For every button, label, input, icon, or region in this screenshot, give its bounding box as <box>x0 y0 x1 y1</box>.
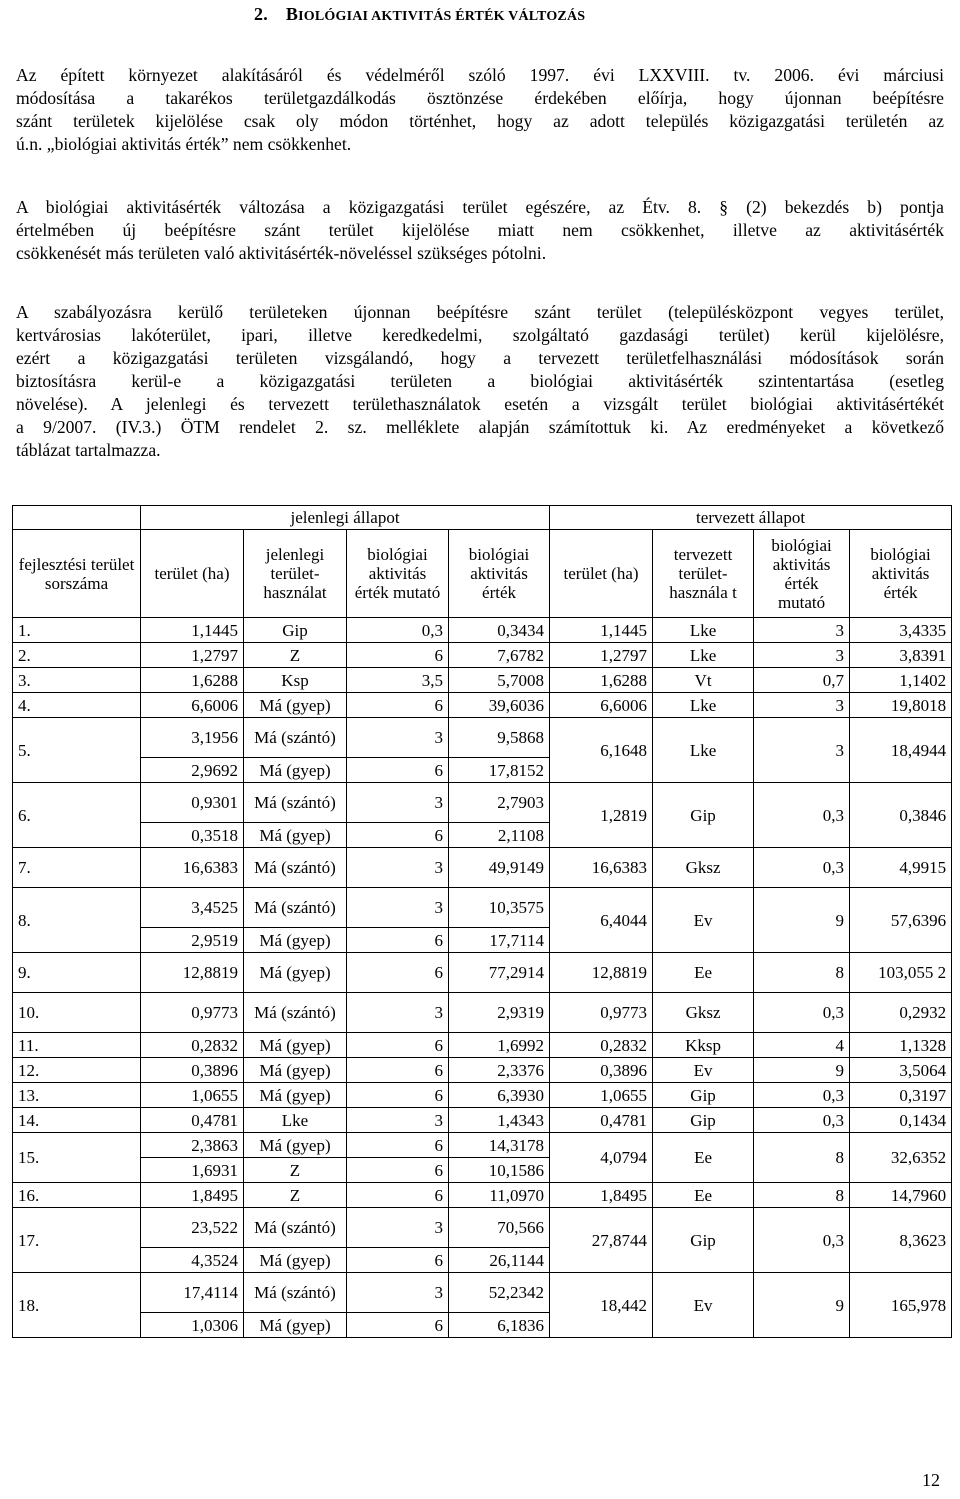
cell-index-planned: 8 <box>754 953 850 993</box>
cell-use-current: Lke <box>244 1108 347 1133</box>
cell-value-planned: 32,6352 <box>850 1133 952 1183</box>
cell-use-current: Z <box>244 1158 347 1183</box>
cell-value-planned: 0,2932 <box>850 993 952 1033</box>
cell-index-current: 3 <box>347 1108 449 1133</box>
cell-index-planned: 4 <box>754 1033 850 1058</box>
cell-number: 13. <box>13 1083 141 1108</box>
cell-value-planned: 3,5064 <box>850 1058 952 1083</box>
cell-area-planned: 0,3896 <box>550 1058 653 1083</box>
cell-area-current: 1,8495 <box>141 1183 244 1208</box>
table-row <box>13 888 952 928</box>
cell-value-current: 11,0970 <box>449 1183 550 1208</box>
paragraph-line: szánt területek kijelölése csak oly módon történhet, hogy az adott település közigazgatási területén az <box>16 111 944 131</box>
cell-area-current: 1,2797 <box>141 643 244 668</box>
cell-area-planned: 12,8819 <box>550 953 653 993</box>
heading-title-initial: B <box>285 4 299 24</box>
cell-index-planned: 9 <box>754 888 850 953</box>
cell-index-planned: 8 <box>754 1183 850 1208</box>
cell-index-current: 6 <box>347 1033 449 1058</box>
cell-use-current: Má (gyep) <box>244 953 347 993</box>
cell-index-current: 3 <box>347 718 449 758</box>
cell-value-current: 52,2342 <box>449 1273 550 1313</box>
cell-use-planned: Gip <box>653 783 754 848</box>
cell-area-current: 12,8819 <box>141 953 244 993</box>
table-row <box>13 618 952 643</box>
cell-use-current: Má (szántó) <box>244 1208 347 1248</box>
cell-area-planned: 6,6006 <box>550 693 653 718</box>
cell-value-planned: 1,1328 <box>850 1033 952 1058</box>
cell-use-current: Gip <box>244 618 347 643</box>
cell-area-planned: 0,2832 <box>550 1033 653 1058</box>
cell-use-planned: Ee <box>653 1133 754 1183</box>
cell-number: 2. <box>13 643 141 668</box>
cell-number: 4. <box>13 693 141 718</box>
cell-value-planned: 0,1434 <box>850 1108 952 1133</box>
cell-use-current: Z <box>244 1183 347 1208</box>
cell-use-planned: Lke <box>653 693 754 718</box>
cell-use-planned: Ev <box>653 1058 754 1083</box>
cell-value-current: 2,7903 <box>449 783 550 823</box>
cell-number: 18. <box>13 1273 141 1338</box>
cell-area-planned: 0,4781 <box>550 1108 653 1133</box>
cell-area-current: 3,1956 <box>141 718 244 758</box>
cell-index-current: 6 <box>347 1133 449 1158</box>
header-use-planned: tervezett terület-használa t <box>653 530 754 618</box>
cell-area-planned: 4,0794 <box>550 1133 653 1183</box>
paragraph-line: a 9/2007. (IV.3.) ÖTM rendelet 2. sz. melléklete alapján számítottuk ki. Az eredményeket a következő <box>16 417 944 437</box>
cell-area-current: 1,1445 <box>141 618 244 643</box>
cell-value-planned: 0,3197 <box>850 1083 952 1108</box>
cell-use-planned: Lke <box>653 643 754 668</box>
cell-value-current: 17,8152 <box>449 758 550 783</box>
cell-area-current: 2,9519 <box>141 928 244 953</box>
table-row <box>13 693 952 718</box>
header-group-planned: tervezett állapot <box>550 506 952 530</box>
cell-value-current: 6,3930 <box>449 1083 550 1108</box>
cell-value-current: 39,6036 <box>449 693 550 718</box>
cell-area-current: 2,3863 <box>141 1133 244 1158</box>
cell-index-planned: 9 <box>754 1058 850 1083</box>
cell-area-planned: 1,1445 <box>550 618 653 643</box>
cell-area-current: 0,4781 <box>141 1108 244 1133</box>
cell-number: 12. <box>13 1058 141 1083</box>
cell-area-current: 1,0306 <box>141 1313 244 1338</box>
paragraph-bio-change <box>16 196 944 265</box>
header-area-planned: terület (ha) <box>550 530 653 618</box>
table-row <box>13 1183 952 1208</box>
cell-number: 6. <box>13 783 141 848</box>
cell-index-current: 6 <box>347 1183 449 1208</box>
cell-area-current: 0,9301 <box>141 783 244 823</box>
paragraph-line: ú.n. „biológiai aktivitás érték” nem csökkenhet. <box>16 134 352 154</box>
cell-area-current: 23,522 <box>141 1208 244 1248</box>
cell-index-current: 6 <box>347 928 449 953</box>
cell-number: 7. <box>13 848 141 888</box>
cell-area-current: 17,4114 <box>141 1273 244 1313</box>
cell-value-current: 6,1836 <box>449 1313 550 1338</box>
heading-title-rest: IOLÓGIAI AKTIVITÁS ÉRTÉK VÁLTOZÁS <box>298 9 586 24</box>
header-index-current: biológiai aktivitás érték mutató <box>347 530 449 618</box>
cell-value-current: 2,1108 <box>449 823 550 848</box>
cell-use-current: Má (gyep) <box>244 693 347 718</box>
cell-area-current: 0,3518 <box>141 823 244 848</box>
cell-number: 14. <box>13 1108 141 1133</box>
cell-value-planned: 8,3623 <box>850 1208 952 1273</box>
cell-value-planned: 19,8018 <box>850 693 952 718</box>
cell-value-planned: 14,7960 <box>850 1183 952 1208</box>
header-group-current: jelenlegi állapot <box>141 506 550 530</box>
table-row <box>13 783 952 823</box>
cell-index-planned: 0,3 <box>754 848 850 888</box>
cell-value-current: 2,3376 <box>449 1058 550 1083</box>
cell-index-planned: 0,3 <box>754 1108 850 1133</box>
cell-use-current: Má (gyep) <box>244 1313 347 1338</box>
table-row <box>13 993 952 1033</box>
header-value-planned: biológiai aktivitás érték <box>850 530 952 618</box>
cell-use-planned: Vt <box>653 668 754 693</box>
cell-value-current: 0,3434 <box>449 618 550 643</box>
paragraph-line: csökkenését más területen való aktivitásérték-növeléssel szükséges pótolni. <box>16 243 547 263</box>
cell-use-planned: Gip <box>653 1108 754 1133</box>
cell-use-planned: Ee <box>653 953 754 993</box>
cell-number: 15. <box>13 1133 141 1183</box>
cell-value-planned: 1,1402 <box>850 668 952 693</box>
cell-use-current: Má (gyep) <box>244 823 347 848</box>
cell-use-current: Má (gyep) <box>244 1058 347 1083</box>
table-row <box>13 1133 952 1158</box>
cell-area-planned: 27,8744 <box>550 1208 653 1273</box>
cell-index-planned: 0,3 <box>754 993 850 1033</box>
cell-use-current: Má (szántó) <box>244 993 347 1033</box>
table-row <box>13 1208 952 1248</box>
table-row <box>13 1033 952 1058</box>
cell-area-planned: 0,9773 <box>550 993 653 1033</box>
cell-use-current: Z <box>244 643 347 668</box>
cell-use-current: Ksp <box>244 668 347 693</box>
cell-value-planned: 57,6396 <box>850 888 952 953</box>
cell-area-current: 16,6383 <box>141 848 244 888</box>
cell-value-current: 1,4343 <box>449 1108 550 1133</box>
cell-area-current: 4,3524 <box>141 1248 244 1273</box>
cell-use-planned: Lke <box>653 718 754 783</box>
cell-use-current: Má (szántó) <box>244 783 347 823</box>
cell-value-current: 10,3575 <box>449 888 550 928</box>
cell-area-current: 0,9773 <box>141 993 244 1033</box>
cell-index-planned: 9 <box>754 1273 850 1338</box>
cell-use-current: Má (gyep) <box>244 758 347 783</box>
cell-value-current: 1,6992 <box>449 1033 550 1058</box>
cell-index-current: 3 <box>347 993 449 1033</box>
header-sorszam: fejlesztési terület sorszáma <box>13 530 141 618</box>
cell-index-planned: 0,3 <box>754 783 850 848</box>
cell-value-planned: 103,055 2 <box>850 953 952 993</box>
cell-index-current: 6 <box>347 758 449 783</box>
cell-area-planned: 1,8495 <box>550 1183 653 1208</box>
table-row <box>13 643 952 668</box>
cell-index-planned: 3 <box>754 718 850 783</box>
paragraph-regulation <box>16 301 944 462</box>
cell-use-current: Má (szántó) <box>244 888 347 928</box>
cell-index-planned: 3 <box>754 618 850 643</box>
cell-use-current: Má (gyep) <box>244 928 347 953</box>
cell-area-current: 0,2832 <box>141 1033 244 1058</box>
cell-area-current: 6,6006 <box>141 693 244 718</box>
cell-index-planned: 0,3 <box>754 1083 850 1108</box>
cell-number: 11. <box>13 1033 141 1058</box>
cell-area-planned: 1,2819 <box>550 783 653 848</box>
bio-activity-table <box>12 505 952 1338</box>
cell-use-planned: Lke <box>653 618 754 643</box>
cell-index-planned: 3 <box>754 693 850 718</box>
table-row <box>13 848 952 888</box>
paragraph-line: értelmében új beépítésre szánt terület kijelölése miatt nem csökkenhet, illetve az aktivitásérték <box>16 220 944 240</box>
cell-index-current: 3 <box>347 888 449 928</box>
cell-use-planned: Gksz <box>653 848 754 888</box>
cell-value-planned: 3,8391 <box>850 643 952 668</box>
cell-area-current: 1,0655 <box>141 1083 244 1108</box>
cell-use-planned: Gksz <box>653 993 754 1033</box>
table-row <box>13 1108 952 1133</box>
cell-index-current: 0,3 <box>347 618 449 643</box>
cell-area-planned: 1,6288 <box>550 668 653 693</box>
cell-use-planned: Ev <box>653 888 754 953</box>
cell-use-current: Má (gyep) <box>244 1133 347 1158</box>
section-heading <box>254 4 585 25</box>
table-row <box>13 668 952 693</box>
cell-value-current: 70,566 <box>449 1208 550 1248</box>
cell-use-current: Má (szántó) <box>244 718 347 758</box>
cell-use-current: Má (szántó) <box>244 848 347 888</box>
table-row <box>13 1058 952 1083</box>
cell-value-current: 14,3178 <box>449 1133 550 1158</box>
cell-use-current: Má (gyep) <box>244 1033 347 1058</box>
header-area-current: terület (ha) <box>141 530 244 618</box>
cell-value-current: 77,2914 <box>449 953 550 993</box>
cell-number: 17. <box>13 1208 141 1273</box>
cell-index-current: 6 <box>347 1313 449 1338</box>
cell-area-planned: 6,1648 <box>550 718 653 783</box>
cell-value-planned: 0,3846 <box>850 783 952 848</box>
header-index-planned: biológiai aktivitás érték mutató <box>754 530 850 618</box>
header-use-current: jelenlegi terület-használat <box>244 530 347 618</box>
paragraph-line: ezért a közigazgatási területen vizsgálandó, hogy a tervezett területfelhasználási módosítások során <box>16 348 944 368</box>
cell-index-current: 6 <box>347 953 449 993</box>
table-row <box>13 1273 952 1313</box>
cell-index-planned: 0,7 <box>754 668 850 693</box>
paragraph-line: kertvárosias lakóterület, ipari, illetve keredkedelmi, szolgáltató gazdasági terület) kerül kijelölésre, <box>16 325 944 345</box>
cell-use-planned: Gip <box>653 1083 754 1108</box>
paragraph-line: biztosításra kerül-e a közigazgatási területen a biológiai aktivitásérték szintentartása (esetleg <box>16 371 944 391</box>
cell-value-current: 17,7114 <box>449 928 550 953</box>
cell-area-planned: 6,4044 <box>550 888 653 953</box>
cell-index-current: 3 <box>347 1208 449 1248</box>
cell-use-current: Má (gyep) <box>244 1083 347 1108</box>
cell-index-planned: 3 <box>754 643 850 668</box>
cell-number: 16. <box>13 1183 141 1208</box>
cell-value-current: 49,9149 <box>449 848 550 888</box>
paragraph-line: A szabályozásra kerülő területeken újonnan beépítésre szánt terület (településközpont vegyes terület, <box>16 302 944 322</box>
paragraph-line: növelése). A jelenlegi és tervezett területhasználatok esetén a vizsgált terület biológiai aktivitásértékét <box>16 394 944 414</box>
cell-use-current: Má (szántó) <box>244 1273 347 1313</box>
cell-area-current: 0,3896 <box>141 1058 244 1083</box>
header-value-current: biológiai aktivitás érték <box>449 530 550 618</box>
paragraph-line: táblázat tartalmazza. <box>16 440 161 460</box>
cell-use-planned: Ev <box>653 1273 754 1338</box>
cell-number: 8. <box>13 888 141 953</box>
cell-index-current: 3 <box>347 1273 449 1313</box>
cell-area-current: 1,6931 <box>141 1158 244 1183</box>
cell-index-current: 3 <box>347 783 449 823</box>
cell-number: 10. <box>13 993 141 1033</box>
cell-index-current: 6 <box>347 1248 449 1273</box>
table-row <box>13 1083 952 1108</box>
table-body <box>13 618 952 1338</box>
cell-index-current: 3,5 <box>347 668 449 693</box>
paragraph-line: módosítása a takarékos területgazdálkodás ösztönzése érdekében előírja, hogy újonnan beépítésre <box>16 88 944 108</box>
cell-area-planned: 18,442 <box>550 1273 653 1338</box>
heading-number: 2. <box>254 4 268 24</box>
header-blank <box>13 506 141 530</box>
cell-value-planned: 18,4944 <box>850 718 952 783</box>
cell-index-current: 6 <box>347 1158 449 1183</box>
cell-value-planned: 165,978 <box>850 1273 952 1338</box>
cell-value-planned: 4,9915 <box>850 848 952 888</box>
cell-index-planned: 0,3 <box>754 1208 850 1273</box>
cell-index-current: 6 <box>347 823 449 848</box>
cell-index-planned: 8 <box>754 1133 850 1183</box>
cell-use-planned: Kksp <box>653 1033 754 1058</box>
paragraph-line: Az épített környezet alakításáról és védelméről szóló 1997. évi LXXVIII. tv. 2006. évi márciusi <box>16 65 944 85</box>
cell-number: 3. <box>13 668 141 693</box>
cell-value-current: 26,1144 <box>449 1248 550 1273</box>
cell-area-planned: 16,6383 <box>550 848 653 888</box>
cell-value-current: 5,7008 <box>449 668 550 693</box>
paragraph-line: A biológiai aktivitásérték változása a közigazgatási terület egészére, az Étv. 8. § (2) bekezdés b) pontja <box>16 197 944 217</box>
cell-index-current: 6 <box>347 1058 449 1083</box>
cell-area-planned: 1,0655 <box>550 1083 653 1108</box>
cell-index-current: 6 <box>347 643 449 668</box>
cell-use-current: Má (gyep) <box>244 1248 347 1273</box>
cell-index-current: 3 <box>347 848 449 888</box>
cell-number: 1. <box>13 618 141 643</box>
cell-number: 5. <box>13 718 141 783</box>
cell-use-planned: Gip <box>653 1208 754 1273</box>
cell-area-current: 3,4525 <box>141 888 244 928</box>
cell-area-current: 2,9692 <box>141 758 244 783</box>
cell-number: 9. <box>13 953 141 993</box>
page-number: 12 <box>922 1470 940 1490</box>
paragraph-law-intro <box>16 64 944 156</box>
cell-value-current: 2,9319 <box>449 993 550 1033</box>
cell-use-planned: Ee <box>653 1183 754 1208</box>
table-row <box>13 718 952 758</box>
cell-index-current: 6 <box>347 693 449 718</box>
cell-value-current: 9,5868 <box>449 718 550 758</box>
cell-area-current: 1,6288 <box>141 668 244 693</box>
cell-value-current: 7,6782 <box>449 643 550 668</box>
cell-value-planned: 3,4335 <box>850 618 952 643</box>
cell-index-current: 6 <box>347 1083 449 1108</box>
table-row <box>13 953 952 993</box>
cell-value-current: 10,1586 <box>449 1158 550 1183</box>
cell-area-planned: 1,2797 <box>550 643 653 668</box>
